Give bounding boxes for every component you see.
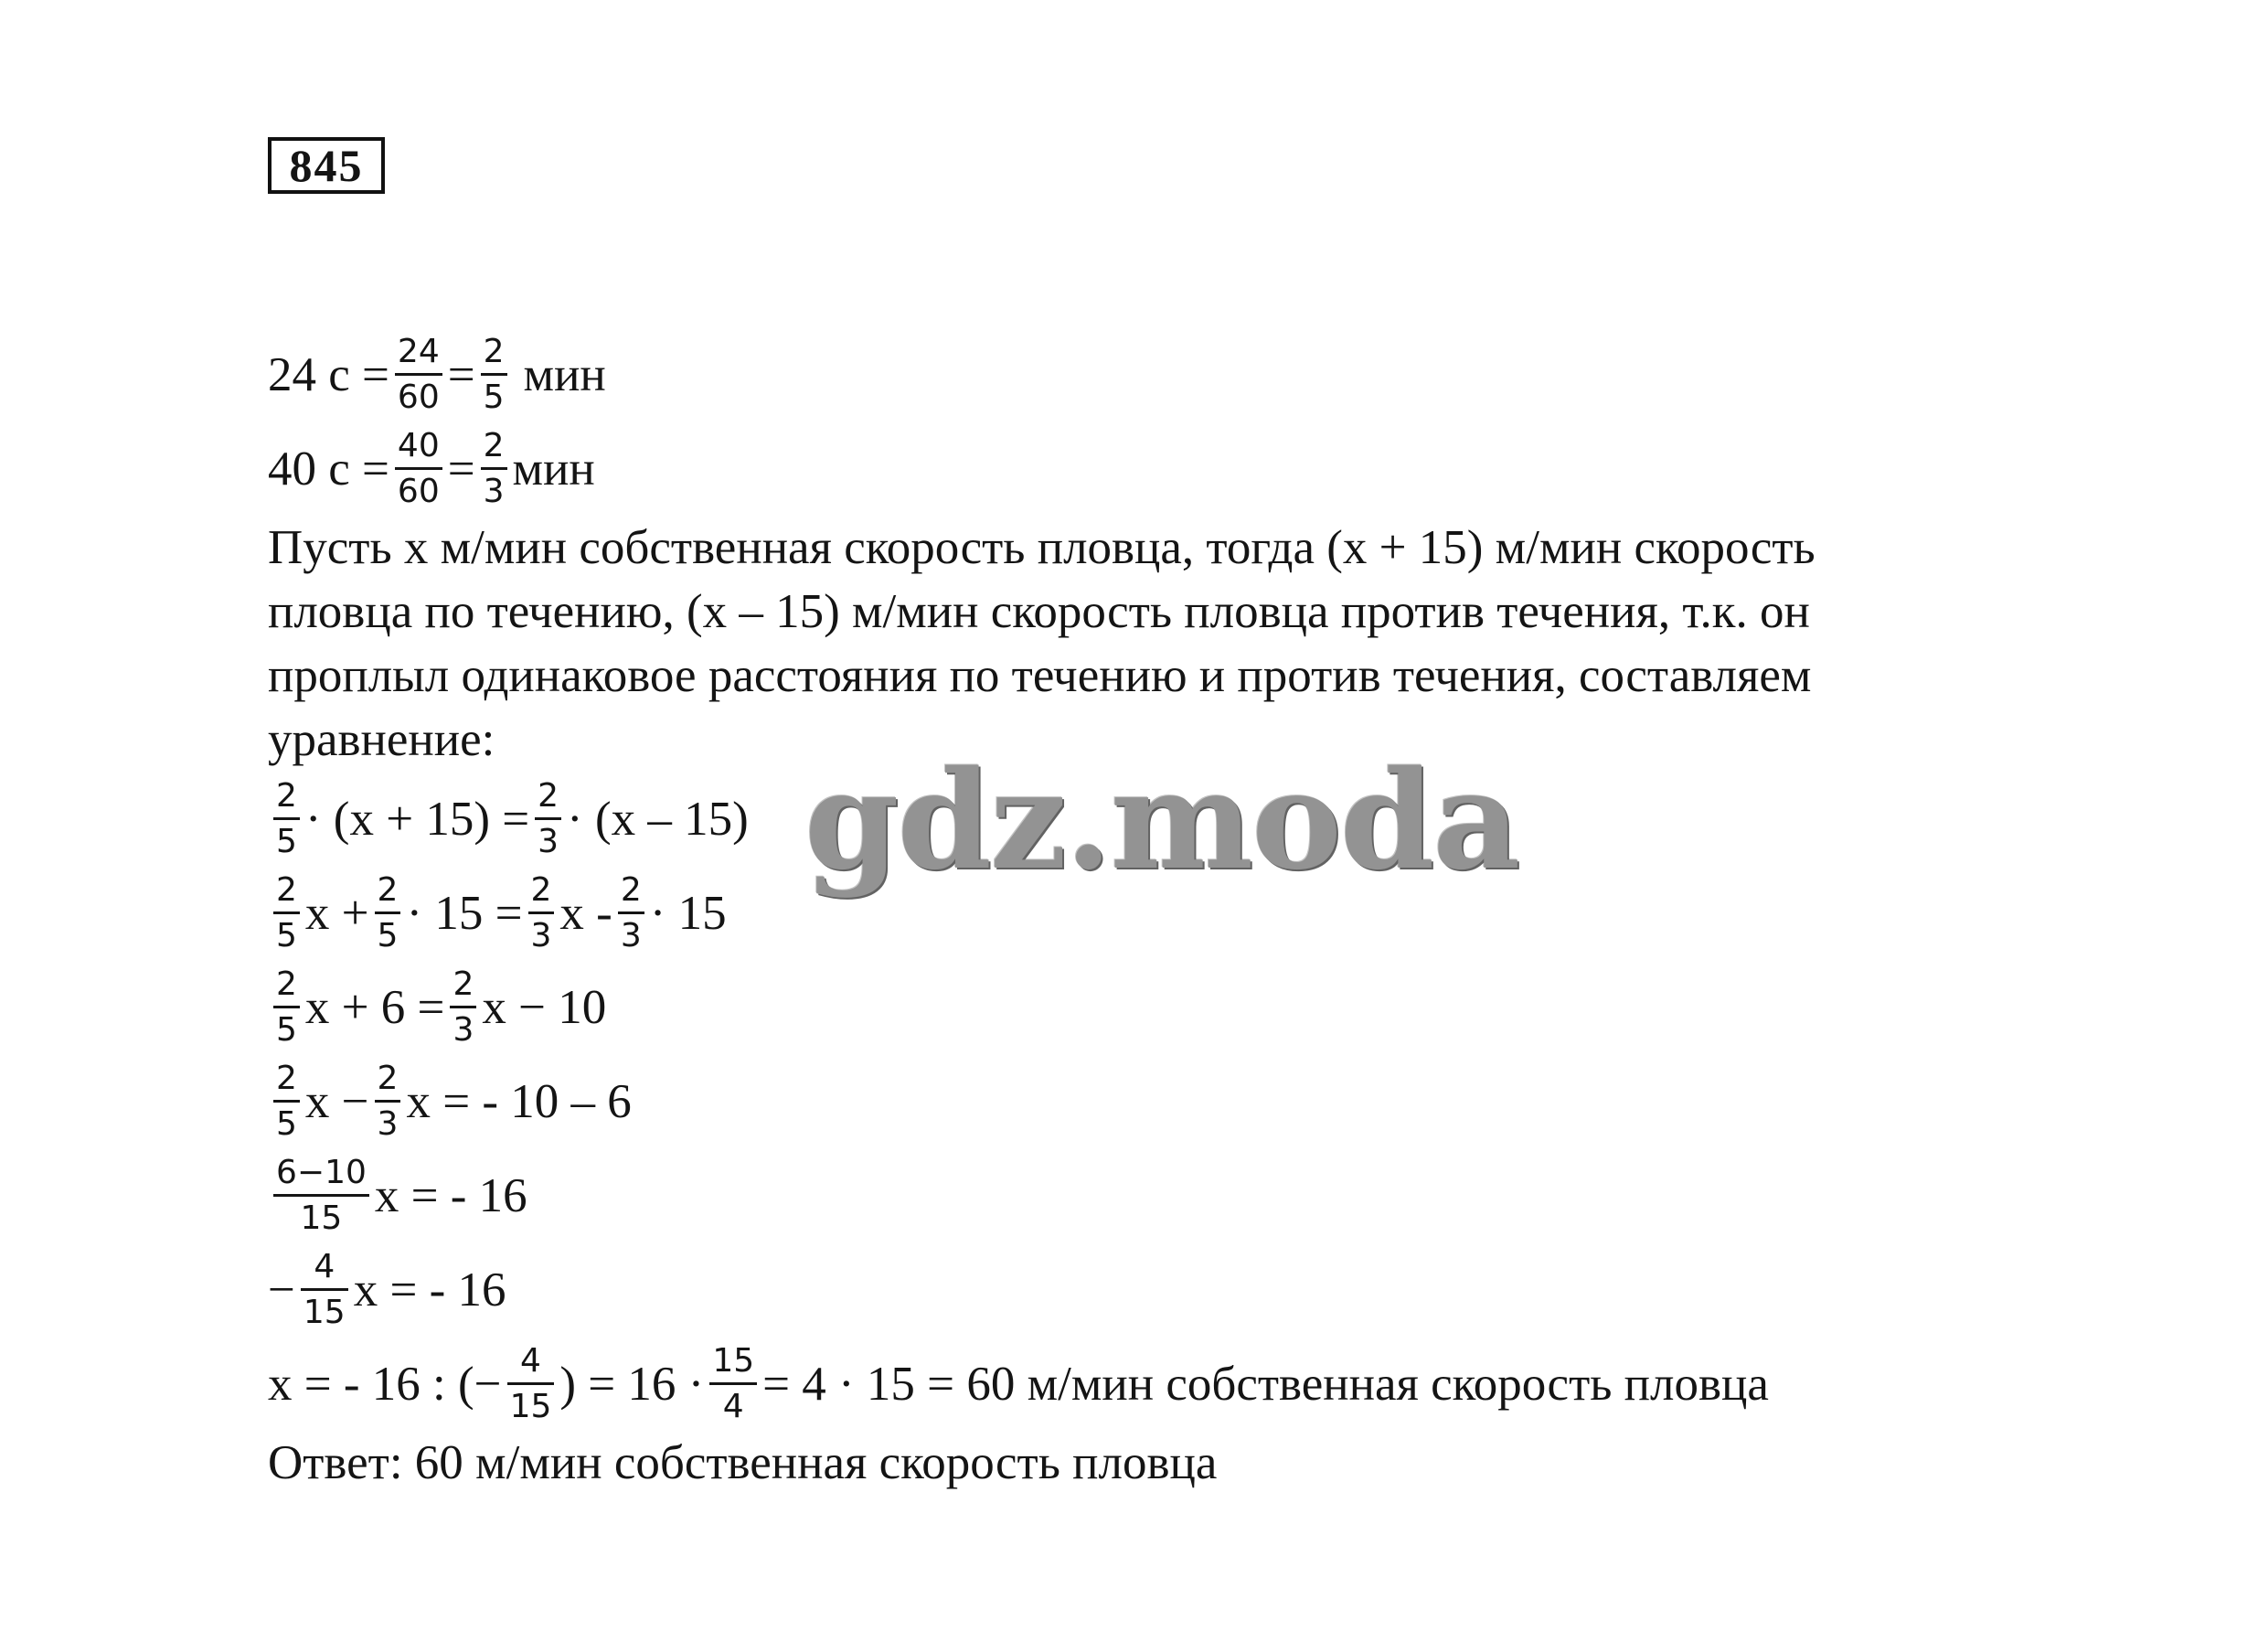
answer: Ответ: 60 м/мин собственная скорость пловца xyxy=(268,1436,1218,1489)
fraction: $\frac{2}{5}$ xyxy=(273,968,300,1047)
equation-5: $\frac{6-10}{15}$ x = - 16 xyxy=(268,1148,2096,1242)
fraction: $\frac{2}{3}$ xyxy=(375,1062,401,1141)
fraction: $\frac{2}{5}$ xyxy=(273,1062,300,1141)
equation-1: $\frac{2}{5}$ · (x + 15) = $\frac{2}{3}$ · (x – 15) xyxy=(268,772,2096,866)
equation-7: x = - 16 : (− $\frac{4}{15}$ ) = 16 · $\frac{15}{4}$ = 4 · 15 = 60 м/мин собственная скорость пловца xyxy=(268,1341,1769,1425)
paragraph-line: пловца по течению, (x – 15) м/мин скорость пловца против течения, т.к. он xyxy=(268,585,1810,638)
fraction: $\frac{2}{5}$ xyxy=(273,874,300,953)
fraction: $\frac{2}{5}$ xyxy=(375,874,401,953)
fraction: $\frac{15}{4}$ xyxy=(709,1345,757,1423)
conversion-40s: 40 с = $\frac{40}{60}$ = $\frac{2}{3}$ мин xyxy=(268,426,595,510)
conversion-24s: 24 с = $\frac{24}{60}$ = $\frac{2}{5}$ мин xyxy=(268,332,606,416)
equation-2: $\frac{2}{5}$ x + $\frac{2}{5}$ · 15 = $\frac{2}{3}$ x - $\frac{2}{3}$ · 15 xyxy=(268,866,2096,960)
watermark: gdz.moda xyxy=(804,741,1519,900)
fraction: $\frac{2}{3}$ xyxy=(450,968,476,1047)
fraction: $\frac{24}{60}$ xyxy=(395,336,442,414)
fraction: $\frac{4}{15}$ xyxy=(507,1345,555,1423)
equation-3: $\frac{2}{5}$ x + 6 = $\frac{2}{3}$ x − 10 xyxy=(268,960,2096,1054)
paragraph-line: уравнение: xyxy=(268,713,495,766)
solution xyxy=(268,327,2096,1495)
fraction: $\frac{2}{5}$ xyxy=(481,336,507,414)
fraction: $\frac{4}{15}$ xyxy=(301,1251,348,1329)
fraction: $\frac{2}{3}$ xyxy=(618,874,644,953)
equation-6: − $\frac{4}{15}$ x = - 16 xyxy=(268,1247,506,1331)
fraction: $\frac{2}{3}$ xyxy=(535,780,561,858)
problem-number: 845 xyxy=(268,137,385,194)
paragraph-line: проплыл одинаковое расстояния по течению и против течения, составляем xyxy=(268,649,1812,702)
fraction: $\frac{2}{3}$ xyxy=(528,874,555,953)
fraction: $\frac{2}{5}$ xyxy=(273,780,300,858)
paragraph-line: Пусть x м/мин собственная скорость пловца, тогда (x + 15) м/мин скорость xyxy=(268,521,1815,574)
fraction: $\frac{6-10}{15}$ xyxy=(273,1157,369,1235)
fraction: $\frac{40}{60}$ xyxy=(395,430,442,508)
fraction: $\frac{2}{3}$ xyxy=(481,430,507,508)
equation-4: $\frac{2}{5}$ x − $\frac{2}{3}$ x = - 10 – 6 xyxy=(268,1054,2096,1148)
